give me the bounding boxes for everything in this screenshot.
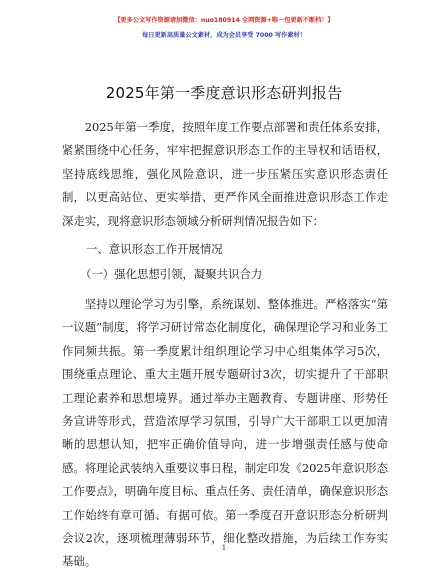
subsection-heading: （一）强化思想引领，凝聚共识合力 [80,267,263,281]
page-number: 1 [221,544,227,552]
intro-paragraph: 2025年第一季度，按照年度工作要点部署和责任体系安排，紧紧围绕中心任务，牢牢把握意识形态工作的主导权和话语权，坚持底线思维，强化风险意识，进一步压紧压实意识形态责任制，以更高站位、更实举措、更严作风全面推进意识形态工作走深走实，现将意识形态领域分析研判情况报告如下： [62,120,388,228]
body-paragraph-block [62,293,388,574]
promo-banner-bottom: 每日更新高质量公文素材，成为会员享受 7000 写作素材！ [142,32,306,39]
promo-banner-top: 【更多公文写作资源请加微信：nuo180914 全网资源+唯一包更新不断档！】 [114,17,334,24]
intro-paragraph-block [62,116,388,233]
body-paragraph: 坚持以理论学习为引擎，系统谋划、整体推进。严格落实“第一议题”制度，将学习研讨常态化制度化，确保理论学习和业务工作同频共振。第一季度累计组织理论学习中心组集体学习5次，围绕重点理论、重大主题开展专题研讨3次，切实提升了干部职工理论素养和思想境界。通过举办主题教育、专题讲座、形势任务宣讲等形式，营造浓厚学习氛围，引导广大干部职工以更加清晰的思想认知，把牢正确价值导向，进一步增强责任感与使命感。将理论武装纳入重要议事日程，制定印发《2025年意识形态工作要点》，明确年度目标、重点任务、责任清单，确保意识形态工作始终有章可循、有据可依。第一季度召开意识形态分析研判会议2次，逐项梳理薄弱环节，细化整改措施，为后续工作夯实基础。 [62,297,388,569]
document-title: 2025年第一季度意识形态研判报告 [105,84,343,102]
section-heading: 一、意识形态工作开展情况 [86,242,223,256]
